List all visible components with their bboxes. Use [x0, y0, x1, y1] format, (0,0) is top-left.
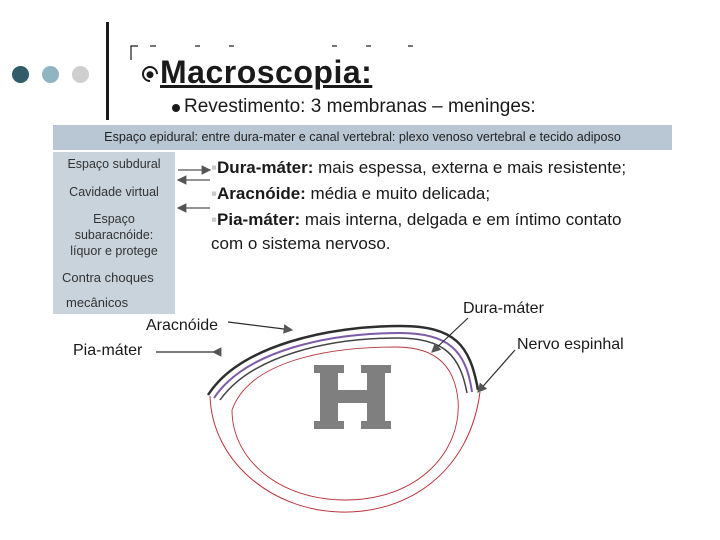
divider-line — [106, 22, 109, 120]
epidural-bar: Espaço epidural: entre dura-mater e canal vertebral: plexo venoso vertebral e tecido adiposo — [53, 125, 672, 150]
subtitle-text: Revestimento: 3 membranas – meninges: — [184, 96, 536, 117]
virtual-label: Cavidade virtual — [69, 185, 159, 199]
def-bullet-icon: ▪ — [211, 158, 218, 177]
subaracnoide-label-1: Espaço — [93, 212, 135, 226]
def-pia-text: mais interna, delgada e em íntimo contato — [300, 210, 622, 229]
def-bullet-icon: ▪ — [211, 184, 218, 203]
mecanicos-label: mecânicos — [66, 295, 129, 310]
decor-dot-1 — [12, 66, 29, 83]
decor-dot-3 — [72, 66, 89, 83]
choques-label: Contra choques — [62, 270, 154, 285]
def-pia — [211, 209, 621, 231]
def-aracnoide-name: Aracnóide: — [217, 184, 306, 203]
subaracnoide-label-3: líquor e protege — [70, 244, 158, 258]
aracnoide-label: Aracnóide — [146, 317, 219, 334]
def-pia-name: Pia-máter: — [217, 210, 301, 229]
pia-label: Pia-máter — [73, 342, 143, 359]
arrow-aracnoide — [228, 322, 292, 330]
def-aracnoide-text: média e muito delicada; — [305, 184, 491, 203]
def-pia-cont: com o sistema nervoso. — [211, 234, 391, 253]
subtitle-bullet-icon — [172, 104, 180, 112]
subtitle — [184, 96, 536, 118]
arrow-nervo — [478, 350, 515, 392]
pia-mater-line — [210, 392, 480, 512]
subdural-label: Espaço subdural — [67, 157, 161, 171]
page-title: Macroscopia: — [160, 54, 373, 90]
subaracnoide-label-2: subaracnóide: — [74, 228, 154, 242]
arrow-dura — [432, 318, 468, 352]
def-dura — [211, 157, 626, 179]
grey-matter-h — [314, 365, 391, 429]
pia-inner-line — [232, 347, 458, 500]
def-dura-text: mais espessa, externa e mais resistente; — [313, 158, 627, 177]
def-bullet-icon: ▪ — [211, 210, 218, 229]
title-bullet-icon — [139, 63, 162, 86]
dura-inner-line — [220, 338, 467, 400]
dura-label: Dura-máter — [463, 300, 544, 317]
dura-mater-line — [208, 326, 478, 395]
decor-dot-2 — [42, 66, 59, 83]
def-dura-name: Dura-máter: — [217, 158, 314, 177]
arachnoid-line — [214, 333, 472, 398]
nervo-label: Nervo espinhal — [517, 336, 624, 353]
def-aracnoide — [211, 183, 490, 205]
